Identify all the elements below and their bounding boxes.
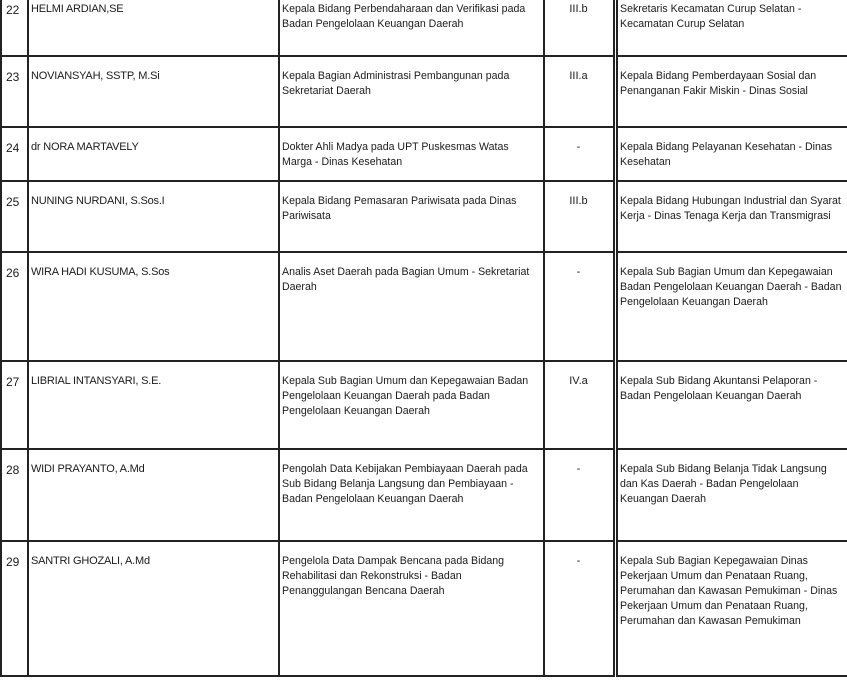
table-row (1, 127, 847, 181)
row-number: 24 (1, 127, 28, 181)
employee-name: HELMI ARDIAN,SE (28, 0, 279, 56)
employee-name: WIDI PRAYANTO, A.Md (28, 449, 279, 541)
row-number: 26 (1, 252, 28, 361)
table-row (1, 181, 847, 252)
table-row (1, 541, 847, 676)
grade: III.b (544, 0, 614, 56)
grade: III.a (544, 56, 614, 127)
table-row (1, 0, 847, 56)
table-row (1, 56, 847, 127)
table-row (1, 449, 847, 541)
row-number: 23 (1, 56, 28, 127)
row-number: 22 (1, 0, 28, 56)
grade: - (544, 127, 614, 181)
row-number: 29 (1, 541, 28, 676)
employee-name: WIRA HADI KUSUMA, S.Sos (28, 252, 279, 361)
current-position: Analis Aset Daerah pada Bagian Umum - Sekretariat Daerah (279, 252, 544, 361)
new-position: Sekretaris Kecamatan Curup Selatan - Kecamatan Curup Selatan (617, 0, 847, 56)
grade: - (544, 449, 614, 541)
row-number: 25 (1, 181, 28, 252)
new-position: Kepala Sub Bagian Umum dan Kepegawaian Badan Pengelolaan Keuangan Daerah - Badan Pengelolaan Keuangan Daerah (617, 252, 847, 361)
current-position: Kepala Bidang Perbendaharaan dan Verifikasi pada Badan Pengelolaan Keuangan Daerah (279, 0, 544, 56)
grade: IV.a (544, 361, 614, 449)
current-position: Kepala Sub Bagian Umum dan Kepegawaian Badan Pengelolaan Keuangan Daerah pada Badan Pengelolaan Keuangan Daerah (279, 361, 544, 449)
current-position: Kepala Bidang Pemasaran Pariwisata pada Dinas Pariwisata (279, 181, 544, 252)
employee-name: dr NORA MARTAVELY (28, 127, 279, 181)
new-position: Kepala Sub Bidang Akuntansi Pelaporan - Badan Pengelolaan Keuangan Daerah (617, 361, 847, 449)
current-position: Dokter Ahli Madya pada UPT Puskesmas Watas Marga - Dinas Kesehatan (279, 127, 544, 181)
row-number: 28 (1, 449, 28, 541)
current-position: Pengelola Data Dampak Bencana pada Bidang Rehabilitasi dan Rekonstruksi - Badan Penanggulangan Bencana Daerah (279, 541, 544, 676)
employee-name: LIBRIAL INTANSYARI, S.E. (28, 361, 279, 449)
row-number: 27 (1, 361, 28, 449)
grade: III.b (544, 181, 614, 252)
new-position: Kepala Bidang Pelayanan Kesehatan - Dinas Kesehatan (617, 127, 847, 181)
employee-name: NUNING NURDANI, S.Sos.I (28, 181, 279, 252)
table-row (1, 252, 847, 361)
grade: - (544, 252, 614, 361)
table-row (1, 361, 847, 449)
current-position: Kepala Bagian Administrasi Pembangunan pada Sekretariat Daerah (279, 56, 544, 127)
new-position: Kepala Sub Bidang Belanja Tidak Langsung dan Kas Daerah - Badan Pengelolaan Keuangan Daerah (617, 449, 847, 541)
current-position: Pengolah Data Kebijakan Pembiayaan Daerah pada Sub Bidang Belanja Langsung dan Pembiayaan - Badan Pengelolaan Keuangan Daerah (279, 449, 544, 541)
new-position: Kepala Bidang Hubungan Industrial dan Syarat Kerja - Dinas Tenaga Kerja dan Transmigrasi (617, 181, 847, 252)
employee-name: SANTRI GHOZALI, A.Md (28, 541, 279, 676)
new-position: Kepala Sub Bagian Kepegawaian Dinas Pekerjaan Umum dan Penataan Ruang, Perumahan dan Kawasan Pemukiman - Dinas Pekerjaan Umum dan Penataan Ruang, Perumahan dan Kawasan Pemukiman (617, 541, 847, 676)
new-position: Kepala Bidang Pemberdayaan Sosial dan Penanganan Fakir Miskin - Dinas Sosial (617, 56, 847, 127)
grade: - (544, 541, 614, 676)
employee-name: NOVIANSYAH, SSTP, M.Si (28, 56, 279, 127)
